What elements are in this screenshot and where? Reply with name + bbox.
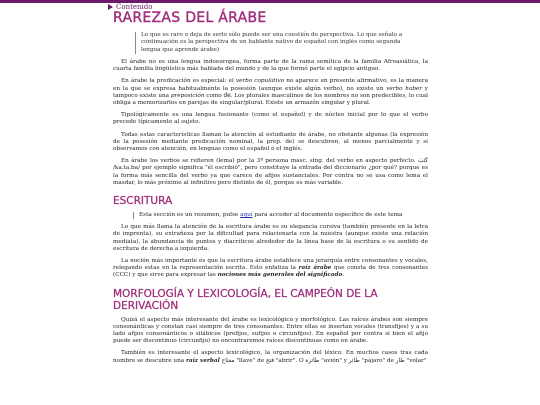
- paragraph-6: Lo que más llama la atención de la escritura árabe es su elegancia cursiva (también presente en la letra de imprenta), su extrañeza por la dificultad para relacionarla con la nuestra (aunque existe una relación mediata), la abundancia de puntos y diacríticos alrededor de la línea base de la escritura o su sentido de escritura de derecha a izquierda.: [113, 224, 428, 252]
- article: [113, 10, 428, 370]
- paragraph-8: Quizá el aspecto más interesante del árabe es lexicológico y morfológico. Las raíces árabes son siempre consonánticas y constan casi siempre de tres consonantes. Entre ellas se insertan vocales (transfijos) y a su lado afijos consonánticos o silábicos (prefijos, sufijos o circunfijos). En español por contra si bien el afijo puede ser discontinuo (circunfijo) no encontraremos raíces discontinuas como en árabe.: [113, 316, 428, 345]
- paragraph-3: Tipológicamente es una lengua fusionante (como el español) y de núcleo inicial por lo que el verbo precede típicamente al sujeto.: [113, 112, 428, 126]
- section-heading-escritura: ESCRITURA: [113, 194, 173, 207]
- paragraph-2: En árabe la predicación es especial: el verbo copulativo no aparece en presente afirmativo, es la manera en la que se expresa habitualmente la posesión (aunque existe algún verbo), no existe un verbo haber y tampoco existe una preposición como de. Los plurales masculinos de los nombres no son predecibles, lo cual obliga a memorizarlos en parejas de singular/plural. Existe un armazón singular y plural.: [113, 78, 428, 106]
- paragraph-9: También es interesante el aspecto lexicológico, la organización del léxico. En muchos casos tras cada nombre se descubre una raíz verbal مفتاح "llave" de فتح "abrir". O طائرة "avión" y طائر "pájaro" de طار "volar": [113, 350, 428, 364]
- paragraph-4: Todas estas características llaman la atención al estudiante de árabe, no obstante algunas (la expresión de la posesión mediante predicación nominal, la prep. de) se descubren, al menos parcialmente y si observamos con atención, en lenguas como el español o el inglés.: [113, 131, 428, 152]
- contents-link[interactable]: Contenido: [116, 3, 153, 11]
- paragraph-7: La noción más importante es que la escritura árabe establece una jerarquía entre consonantes y vocales, relegando estas en la representación escrita. Esto enfatiza la raíz árabe que consta de tres consonantes (CCC) y que sirve para expresar las nociones más generales del significado.: [113, 258, 429, 279]
- section-heading-morfologia: MORFOLOGÍA Y LEXICOLOGÍA, EL CAMPEÓN DE LA DERIVACIÓN: [113, 287, 378, 312]
- section-note: Esta sección es un resumen, pulse aquí para acceder al documento específico de este tema: [133, 212, 428, 219]
- paragraph-1: El árabe no es una lengua indoeuropea, forma parte de la rama semítica de la familia Afroasiática, la cuarta familia lingüística más hablada del mundo y de la que formó parte el egipcio antiguo.: [113, 58, 428, 73]
- detail-link[interactable]: aquí: [240, 211, 253, 218]
- intro-quote: Lo que es raro o deja de serlo sólo puede ser una cuestión de perspectiva. Lo que señalo a continuación es la perspectiva de un hablante nativo de español con inglés como segunda lengua que aprende árabe): [135, 32, 410, 54]
- page-title: RAREZAS DEL ÁRABE: [113, 10, 267, 26]
- top-accent-bar: [0, 0, 540, 3]
- paragraph-5: En árabe los verbos se refieren (lema) por la 3ª persona masc. sing. del verbo en aspecto perfecto. كَتَبَ /ka.ta.ba/ por ejemplo significa "él escribió", pero constituye la entrada del diccionario ¿por qué? porque es la forma más sencilla del verbo ya que carece de afijos sustanciales. Por contra no se usa como lema el masdar, lo más próximo al infinitivo pero distinto de él, porque es más variable.: [113, 158, 428, 186]
